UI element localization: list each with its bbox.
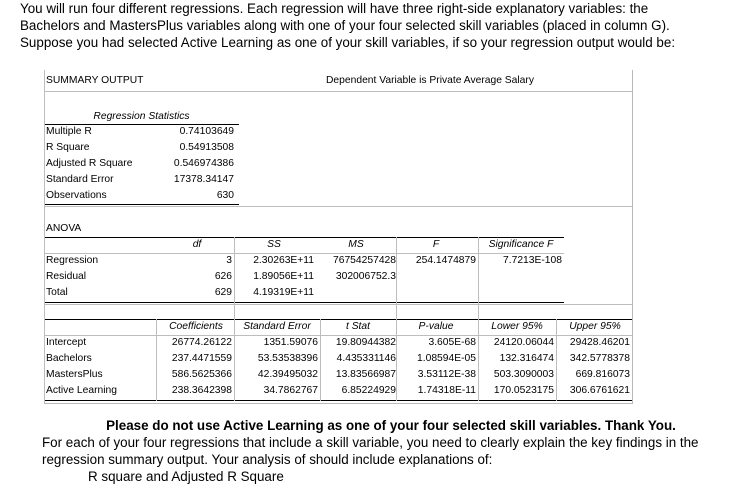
coef-header-upper-95: Upper 95%: [569, 321, 621, 332]
dependent-variable-note: Dependent Variable is Private Average Salary: [326, 75, 534, 86]
coef-header-t-stat: t Stat: [345, 321, 371, 332]
coef-upper-95: 29428.46201: [569, 337, 630, 348]
header-divider: [44, 91, 632, 92]
regstat-value: 0.546974386: [173, 158, 234, 169]
coef-header-p-value: P-value: [418, 321, 454, 332]
anova-bottom-rule: [44, 302, 564, 303]
instructions-paragraph: [44, 417, 734, 485]
coef-row-label: Bachelors: [46, 353, 92, 364]
regstats-divider: [44, 206, 632, 207]
anova-significance: 7.7213E-108: [503, 255, 562, 266]
anova-ss: 1.89056E+11: [253, 271, 314, 282]
intro-line-3: Suppose you had selected Active Learning as one of your skill variables, if so your regression output would be:: [20, 35, 676, 51]
regstat-label: Adjusted R Square: [46, 158, 133, 169]
coef-standard-error: 53.53538396: [257, 353, 318, 364]
anova-title: ANOVA: [46, 223, 82, 234]
coef-t-stat: 6.85224929: [341, 385, 396, 396]
regstat-value: 17378.34147: [173, 174, 234, 185]
coef-value: 238.3642398: [171, 385, 232, 396]
coef-upper-95: 669.816073: [575, 369, 630, 380]
regression-statistics-heading: Regression Statistics: [93, 111, 190, 122]
coef-standard-error: 42.39495032: [257, 369, 318, 380]
regstat-value: 630: [216, 190, 234, 201]
coef-t-stat: 4.435331146: [336, 353, 396, 364]
coef-p-value: 1.08594E-05: [417, 353, 476, 364]
coef-value: 26774.26122: [171, 337, 232, 348]
coef-p-value: 1.74318E-11: [417, 385, 476, 396]
regstat-label: Standard Error: [46, 174, 114, 185]
coef-row-label: Intercept: [46, 337, 87, 348]
grid-line: [44, 70, 45, 403]
regstat-value: 0.74103649: [179, 126, 234, 137]
grid-line: [156, 319, 157, 401]
intro-line-2: Bachelors and MastersPlus variables along with one of your four selected skill variables (placed in column G).: [20, 18, 670, 34]
coef-upper-95: 342.5778378: [569, 353, 630, 364]
outro-line-1: For each of your four regressions that include a skill variable, you need to clearly explain the key findings in the: [42, 435, 699, 450]
anova-header-significance: Significance F: [488, 239, 554, 250]
coef-header-standard-error: Standard Error: [243, 321, 311, 332]
grid-line: [320, 319, 321, 401]
coef-lower-95: 503.3090003: [493, 369, 554, 380]
regstat-label: Multiple R: [46, 126, 92, 137]
summary-output-title: SUMMARY OUTPUT: [46, 75, 144, 86]
regstats-bottom-rule: [44, 204, 239, 205]
coef-value: 237.4471559: [171, 353, 232, 364]
coef-t-stat: 13.83566987: [335, 369, 396, 380]
coef-p-value: 3.605E-68: [428, 337, 476, 348]
regression-output-table: [44, 70, 633, 404]
anova-df: 626: [214, 271, 232, 282]
regstat-value: 0.54913508: [179, 142, 234, 153]
grid-line: [396, 237, 397, 401]
anova-ss: 4.19319E+11: [253, 287, 314, 298]
anova-f: 254.1474879: [415, 255, 476, 266]
outro-line-2: regression summary output. Your analysis of should include explanations of:: [42, 452, 493, 467]
coef-standard-error: 1351.59076: [263, 337, 318, 348]
coef-p-value: 3.53112E-38: [417, 369, 476, 380]
anova-header-df: df: [192, 239, 202, 250]
anova-df: 3: [226, 255, 232, 266]
coef-bottom-rule: [44, 400, 632, 401]
anova-header-ss: SS: [267, 239, 281, 250]
coef-header-lower-95: Lower 95%: [491, 321, 543, 332]
outro-bullet-1: R square and Adjusted R Square: [88, 469, 284, 484]
regstat-label: R Square: [46, 142, 90, 153]
anova-ms: 302006752.3: [335, 271, 396, 282]
anova-header-ms: MS: [348, 239, 364, 250]
anova-row-label: Total: [46, 287, 68, 298]
anova-header-f: F: [432, 239, 440, 250]
coef-lower-95: 170.0523175: [493, 385, 554, 396]
anova-divider: [44, 304, 632, 305]
coef-upper-95: 306.6761621: [569, 385, 630, 396]
bold-note: Please do not use Active Learning as one of your four selected skill variables. Thank You.: [106, 418, 676, 433]
coef-row-label: MastersPlus: [46, 369, 103, 380]
anova-row-label: Regression: [46, 255, 99, 266]
intro-paragraph: [20, 0, 732, 52]
grid-line: [478, 237, 479, 401]
coef-lower-95: 24120.06044: [493, 337, 554, 348]
grid-line: [234, 237, 235, 401]
anova-df: 629: [214, 287, 232, 298]
anova-ms: 76754257428: [333, 255, 396, 266]
anova-ss: 2.30263E+11: [253, 255, 314, 266]
coef-standard-error: 34.7862767: [263, 385, 318, 396]
coef-header-coefficients: Coefficients: [169, 321, 223, 332]
coef-value: 586.5625366: [171, 369, 232, 380]
anova-row-label: Residual: [46, 271, 87, 282]
coef-row-label: Active Learning: [46, 385, 117, 396]
coef-lower-95: 132.316474: [499, 353, 554, 364]
regstat-label: Observations: [46, 190, 107, 201]
grid-line: [556, 319, 557, 401]
coef-t-stat: 19.80944382: [335, 337, 396, 348]
intro-line-1: You will run four different regressions. Each regression will have three right-side explanatory variables: the: [20, 1, 649, 16]
